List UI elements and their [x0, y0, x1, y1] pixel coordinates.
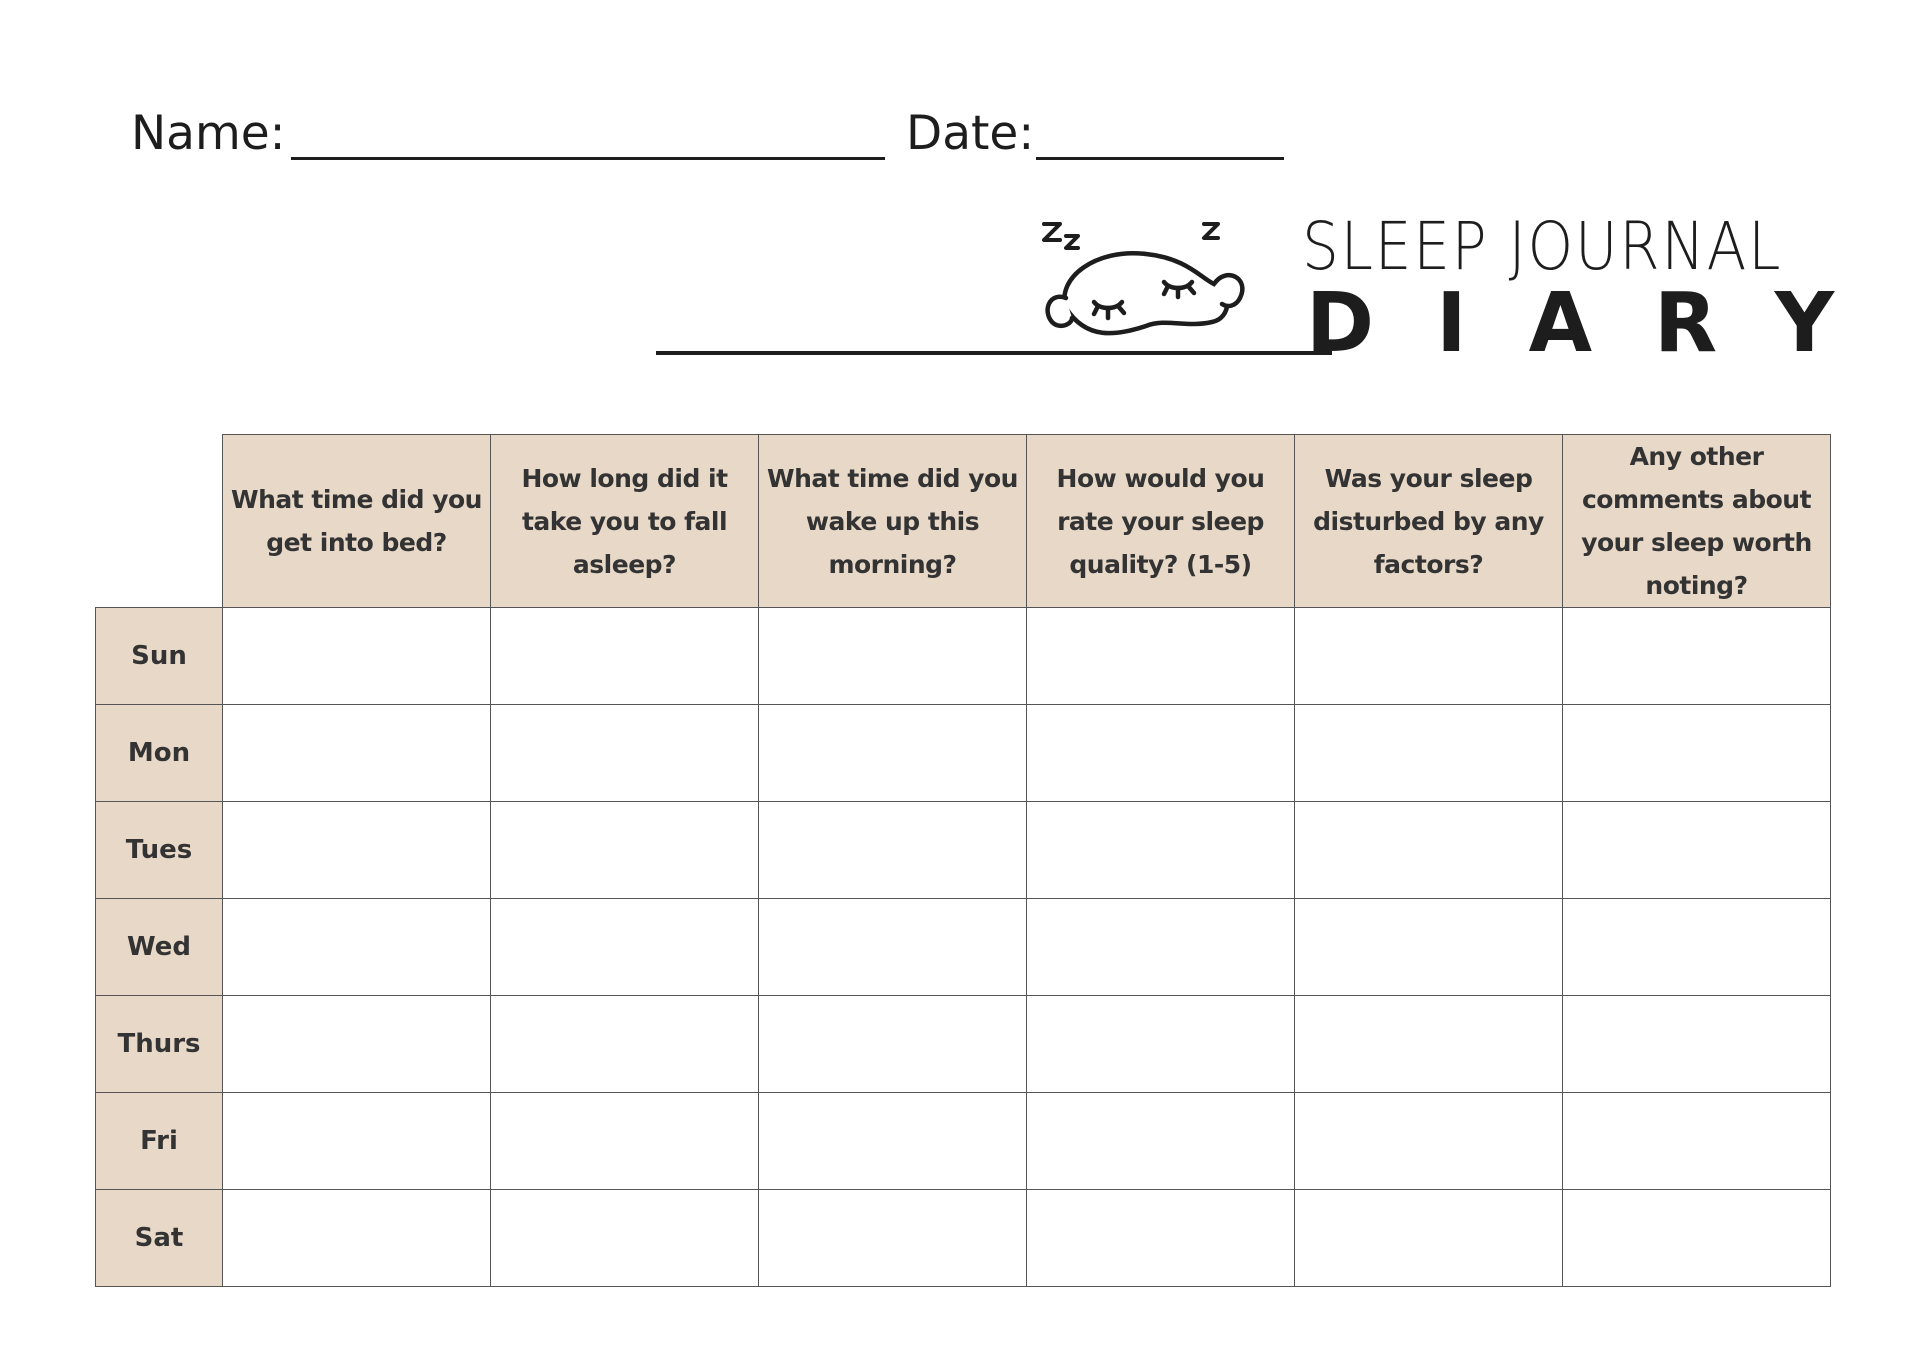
- header-row: [96, 435, 1831, 608]
- column-header-fall-asleep: How long did it take you to fall asleep?: [491, 435, 759, 608]
- entry-cell[interactable]: [1295, 608, 1563, 705]
- entry-cell[interactable]: [223, 1190, 491, 1287]
- row-header-day: Tues: [96, 802, 223, 899]
- row-header-day: Thurs: [96, 996, 223, 1093]
- row-header-day: Mon: [96, 705, 223, 802]
- entry-cell[interactable]: [759, 705, 1027, 802]
- entry-cell[interactable]: [491, 608, 759, 705]
- name-label: Name:: [131, 106, 286, 161]
- entry-cell[interactable]: [1295, 1190, 1563, 1287]
- entry-cell[interactable]: [1563, 802, 1831, 899]
- date-field[interactable]: [1036, 157, 1284, 160]
- entry-cell[interactable]: [1563, 1093, 1831, 1190]
- entry-cell[interactable]: [1027, 802, 1295, 899]
- entry-cell[interactable]: [223, 899, 491, 996]
- entry-cell[interactable]: [223, 705, 491, 802]
- entry-cell[interactable]: [491, 802, 759, 899]
- entry-cell[interactable]: [759, 899, 1027, 996]
- table-row: [96, 899, 1831, 996]
- entry-cell[interactable]: [759, 608, 1027, 705]
- entry-cell[interactable]: [1295, 802, 1563, 899]
- entry-cell[interactable]: [491, 899, 759, 996]
- entry-cell[interactable]: [491, 1190, 759, 1287]
- table-row: [96, 705, 1831, 802]
- name-field[interactable]: [291, 157, 885, 160]
- corner-cell: [96, 435, 223, 608]
- entry-cell[interactable]: [1563, 996, 1831, 1093]
- entry-cell[interactable]: [223, 1093, 491, 1190]
- row-header-day: Sun: [96, 608, 223, 705]
- entry-cell[interactable]: [1295, 705, 1563, 802]
- entry-cell[interactable]: [1027, 899, 1295, 996]
- entry-cell[interactable]: [223, 802, 491, 899]
- table-row: [96, 1093, 1831, 1190]
- title-line-1: SLEEP JOURNAL: [1302, 208, 1783, 285]
- column-header-wake-time: What time did you wake up this morning?: [759, 435, 1027, 608]
- title-underline: [656, 351, 1332, 355]
- column-header-comments: Any other comments about your sleep worth noting?: [1563, 435, 1831, 608]
- entry-cell[interactable]: [1563, 608, 1831, 705]
- sleep-diary-table: [95, 434, 1831, 1287]
- sleep-mask-icon: [1036, 218, 1246, 348]
- column-header-disturbed: Was your sleep disturbed by any factors?: [1295, 435, 1563, 608]
- entry-cell[interactable]: [759, 1190, 1027, 1287]
- entry-cell[interactable]: [1027, 1093, 1295, 1190]
- entry-cell[interactable]: [759, 1093, 1027, 1190]
- column-header-bedtime: What time did you get into bed?: [223, 435, 491, 608]
- entry-cell[interactable]: [223, 608, 491, 705]
- entry-cell[interactable]: [1027, 1190, 1295, 1287]
- entry-cell[interactable]: [1027, 996, 1295, 1093]
- table-row: [96, 996, 1831, 1093]
- entry-cell[interactable]: [223, 996, 491, 1093]
- title-line-2: DIARY: [1306, 276, 1897, 371]
- entry-cell[interactable]: [1295, 996, 1563, 1093]
- entry-cell[interactable]: [1563, 899, 1831, 996]
- entry-cell[interactable]: [759, 802, 1027, 899]
- row-header-day: Fri: [96, 1093, 223, 1190]
- entry-cell[interactable]: [1027, 705, 1295, 802]
- column-header-quality: How would you rate your sleep quality? (1-5): [1027, 435, 1295, 608]
- entry-cell[interactable]: [1295, 1093, 1563, 1190]
- entry-cell[interactable]: [1563, 705, 1831, 802]
- entry-cell[interactable]: [1027, 608, 1295, 705]
- date-label: Date:: [906, 106, 1035, 161]
- row-header-day: Sat: [96, 1190, 223, 1287]
- entry-cell[interactable]: [491, 705, 759, 802]
- entry-cell[interactable]: [491, 996, 759, 1093]
- row-header-day: Wed: [96, 899, 223, 996]
- entry-cell[interactable]: [491, 1093, 759, 1190]
- table-row: [96, 1190, 1831, 1287]
- entry-cell[interactable]: [759, 996, 1027, 1093]
- table-row: [96, 802, 1831, 899]
- table-row: [96, 608, 1831, 705]
- entry-cell[interactable]: [1295, 899, 1563, 996]
- entry-cell[interactable]: [1563, 1190, 1831, 1287]
- zzz-icon: [1044, 224, 1218, 248]
